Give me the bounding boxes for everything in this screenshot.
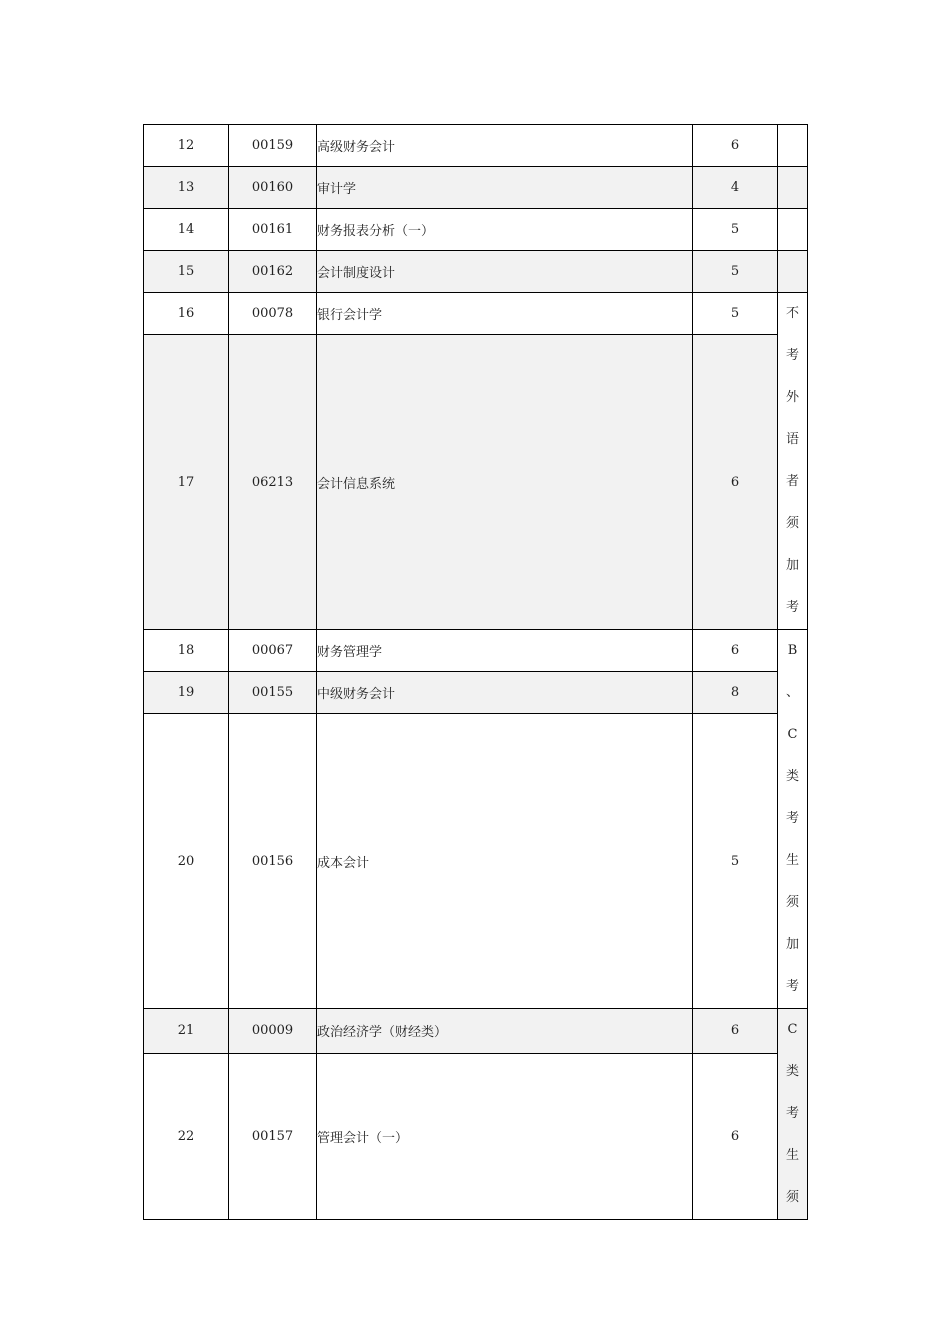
course-name: 财务管理学 <box>317 630 693 672</box>
course-code: 00157 <box>229 1053 317 1219</box>
note-char: 类 <box>785 1064 799 1079</box>
note-char: 考 <box>785 811 799 826</box>
note-class-c <box>778 1009 808 1220</box>
course-credit: 5 <box>693 251 778 293</box>
note-char: C <box>787 1022 798 1037</box>
course-code: 00009 <box>229 1009 317 1054</box>
table-row <box>144 672 808 714</box>
course-credit: 5 <box>693 714 778 1009</box>
table-row <box>144 1053 808 1219</box>
note-char: 考 <box>785 979 799 994</box>
course-code: 00161 <box>229 209 317 251</box>
note-char: B <box>787 643 798 658</box>
course-table <box>143 124 808 1220</box>
course-number: 16 <box>144 293 229 335</box>
course-name: 中级财务会计 <box>317 672 693 714</box>
table-row <box>144 1009 808 1054</box>
note-cell-empty <box>778 209 808 251</box>
note-char: 生 <box>785 1148 799 1163</box>
course-number: 19 <box>144 672 229 714</box>
course-credit: 5 <box>693 293 778 335</box>
course-credit: 4 <box>693 167 778 209</box>
table-row <box>144 630 808 672</box>
note-char: C <box>787 727 798 742</box>
table-row <box>144 251 808 293</box>
course-credit: 6 <box>693 1009 778 1054</box>
course-name: 政治经济学（财经类） <box>317 1009 693 1054</box>
course-credit: 6 <box>693 125 778 167</box>
note-no-foreign-language <box>778 293 808 630</box>
course-name: 会计信息系统 <box>317 335 693 630</box>
course-number: 20 <box>144 714 229 1009</box>
note-char: 者 <box>785 474 799 489</box>
course-code: 00155 <box>229 672 317 714</box>
table-row <box>144 293 808 335</box>
course-number: 12 <box>144 125 229 167</box>
table-row <box>144 335 808 630</box>
course-name: 财务报表分析（一） <box>317 209 693 251</box>
note-char: 外 <box>785 390 799 405</box>
note-char: 语 <box>785 432 799 447</box>
course-credit: 6 <box>693 335 778 630</box>
course-name: 管理会计（一） <box>317 1053 693 1219</box>
course-number: 13 <box>144 167 229 209</box>
note-char: 加 <box>785 937 799 952</box>
course-name: 银行会计学 <box>317 293 693 335</box>
course-number: 18 <box>144 630 229 672</box>
table-row <box>144 714 808 1009</box>
course-number: 14 <box>144 209 229 251</box>
course-credit: 6 <box>693 1053 778 1219</box>
course-credit: 8 <box>693 672 778 714</box>
note-char: 生 <box>785 853 799 868</box>
note-char: 类 <box>785 769 799 784</box>
table-row <box>144 167 808 209</box>
note-char: 须 <box>785 516 799 531</box>
course-credit: 5 <box>693 209 778 251</box>
course-credit: 6 <box>693 630 778 672</box>
course-name: 审计学 <box>317 167 693 209</box>
table-row <box>144 209 808 251</box>
note-cell-empty <box>778 251 808 293</box>
course-name: 会计制度设计 <box>317 251 693 293</box>
course-code: 06213 <box>229 335 317 630</box>
note-class-bc <box>778 630 808 1009</box>
course-number: 22 <box>144 1053 229 1219</box>
note-char: 不 <box>785 306 799 321</box>
course-code: 00067 <box>229 630 317 672</box>
course-code: 00160 <box>229 167 317 209</box>
note-cell-empty <box>778 125 808 167</box>
course-code: 00156 <box>229 714 317 1009</box>
course-number: 15 <box>144 251 229 293</box>
note-char: 加 <box>785 558 799 573</box>
note-cell-empty <box>778 167 808 209</box>
course-number: 21 <box>144 1009 229 1054</box>
note-char: 考 <box>785 348 799 363</box>
note-char: 、 <box>785 685 799 700</box>
note-char: 须 <box>785 895 799 910</box>
course-code: 00078 <box>229 293 317 335</box>
note-char: 考 <box>785 1106 799 1121</box>
course-code: 00159 <box>229 125 317 167</box>
course-name: 成本会计 <box>317 714 693 1009</box>
course-number: 17 <box>144 335 229 630</box>
note-char: 考 <box>785 600 799 615</box>
table-row <box>144 125 808 167</box>
note-char: 须 <box>785 1190 799 1205</box>
course-code: 00162 <box>229 251 317 293</box>
course-name: 高级财务会计 <box>317 125 693 167</box>
